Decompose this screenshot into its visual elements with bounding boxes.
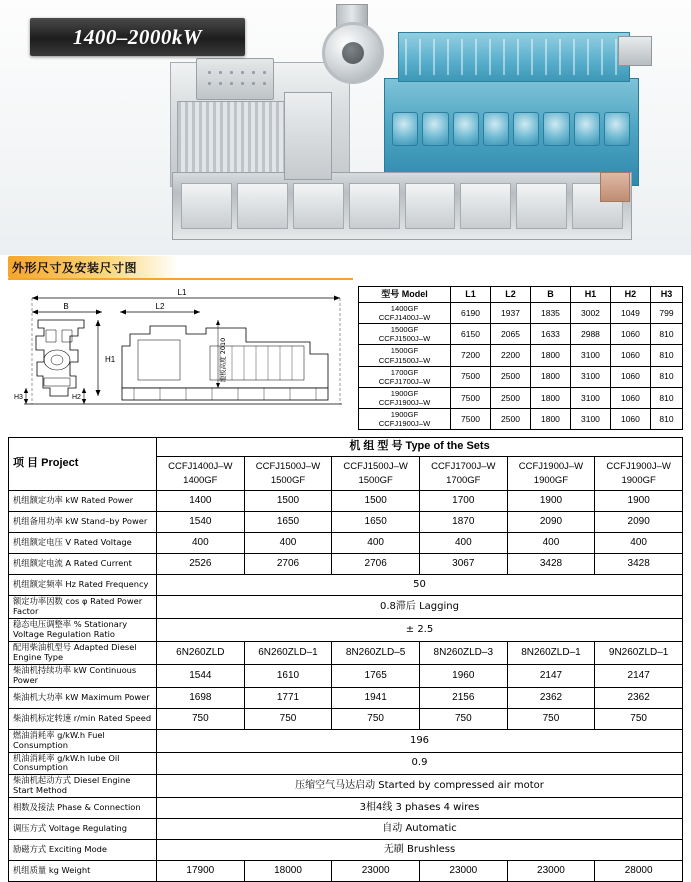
spec-row-value-5: 400 [507,533,595,554]
spec-table-row [9,512,683,533]
dim-cell-l1: 7200 [451,345,491,366]
spec-row-value-4: 1700 [419,491,507,512]
spec-row-value-4: 1870 [419,512,507,533]
spec-table-row [9,708,683,729]
dimension-table-row [359,345,683,366]
spec-row-value-merged: 0.8滞后 Lagging [157,596,683,619]
dim-cell-h2: 1060 [610,409,650,430]
spec-row-value-4: 400 [419,533,507,554]
spec-row-value-5: 8N260ZLD–1 [507,641,595,664]
dim-cell-model: 1500GF CCFJ1500J–W [359,324,451,345]
spec-row-value-merged: ± 2.5 [157,618,683,641]
dim-cell-b: 1800 [530,387,570,408]
spec-table-row [9,491,683,512]
spec-row-value-2: 750 [244,708,332,729]
dim-cell-b: 1835 [530,303,570,324]
spec-row-value-6: 2362 [595,687,683,708]
dim-cell-b: 1800 [530,345,570,366]
spec-model-header-1: CCFJ1400J–W 1400GF [157,457,245,491]
skid-panel [349,183,400,229]
dim-col-l2: L2 [490,287,530,303]
spec-row-value-5: 2362 [507,687,595,708]
dim-cell-h3: 810 [650,387,682,408]
spec-row-value-1: 17900 [157,861,245,882]
spec-row-value-3: 1765 [332,664,420,687]
specification-table-body [9,491,683,882]
dim-cell-h3: 810 [650,345,682,366]
spec-table-row [9,775,683,798]
dim-cell-model: 1900GF CCFJ1900J–W [359,409,451,430]
spec-row-value-3: 8N260ZLD–5 [332,641,420,664]
dim-cell-b: 1800 [530,409,570,430]
dim-cell-h1: 3100 [570,387,610,408]
spec-row-label: 稳态电压调整率 % Stationary Voltage Regulation Ratio [9,618,157,641]
vent-grille-pattern [204,67,268,93]
spec-table-row [9,664,683,687]
base-skid-frame [172,172,632,240]
spec-row-value-4: 23000 [419,861,507,882]
dimension-table-row [359,324,683,345]
svg-text:H3: H3 [14,394,23,401]
spec-row-value-merged: 3相4线 3 phases 4 wires [157,798,683,819]
spec-row-value-5: 1900 [507,491,595,512]
spec-row-value-6: 400 [595,533,683,554]
spec-table-row [9,596,683,619]
dim-cell-h2: 1060 [610,324,650,345]
spec-row-value-6: 2147 [595,664,683,687]
spec-row-label: 励磁方式 Exciting Mode [9,840,157,861]
power-range-badge [30,18,245,56]
dim-cell-h3: 799 [650,303,682,324]
spec-row-value-2: 1650 [244,512,332,533]
spec-row-label: 柴油机持续功率 kW Continuous Power [9,664,157,687]
skid-panel [293,183,344,229]
spec-table-row [9,554,683,575]
generator-terminal-box [196,58,274,100]
spec-row-value-2: 400 [244,533,332,554]
dim-cell-l2: 2500 [490,366,530,387]
dim-cell-l1: 6190 [451,303,491,324]
outline-dimension-drawing [10,284,345,419]
cylinder-head [392,112,418,146]
svg-text:L2: L2 [155,302,165,311]
svg-text:L1: L1 [177,288,187,297]
spec-table-row [9,575,683,596]
dim-cell-h2: 1060 [610,387,650,408]
spec-row-value-5: 750 [507,708,595,729]
dimension-table-body [359,303,683,430]
spec-table-row [9,729,683,752]
spec-row-value-2: 1500 [244,491,332,512]
spec-row-value-2: 2706 [244,554,332,575]
spec-table-row [9,819,683,840]
dim-col-l1: L1 [451,287,491,303]
engine-fin-pattern [405,39,623,75]
dim-cell-model: 1400GF CCFJ1400J–W [359,303,451,324]
dim-cell-l2: 2200 [490,345,530,366]
spec-row-label: 额定功率因数 cos φ Rated Power Factor [9,596,157,619]
spec-row-value-1: 1400 [157,491,245,512]
spec-row-label: 柴油机标定转速 r/min Rated Speed [9,708,157,729]
power-range-label: 1400–2000kW [72,25,203,49]
spec-row-value-2: 18000 [244,861,332,882]
spec-row-label: 机组额定电流 A Rated Current [9,554,157,575]
dimension-table-header-row [359,287,683,303]
dim-cell-l1: 7500 [451,387,491,408]
spec-row-value-5: 3428 [507,554,595,575]
skid-panel [237,183,288,229]
dimension-table-row [359,366,683,387]
cylinder-head [604,112,630,146]
cylinder-head [483,112,509,146]
spec-table-row [9,861,683,882]
dimension-table-row [359,387,683,408]
spec-row-value-6: 9N260ZLD–1 [595,641,683,664]
cylinder-head [422,112,448,146]
spec-row-label: 配用柴油机型号 Adapted Diesel Engine Type [9,641,157,664]
spec-model-header-3: CCFJ1500J–W 1500GF [332,457,420,491]
spec-row-value-6: 3428 [595,554,683,575]
spec-model-header-6: CCFJ1900J–W 1900GF [595,457,683,491]
spec-row-value-3: 750 [332,708,420,729]
skid-panel [405,183,456,229]
spec-row-value-merged: 压缩空气马达启动 Started by compressed air motor [157,775,683,798]
dim-col-h3: H3 [650,287,682,303]
dim-cell-h2: 1060 [610,366,650,387]
section-header-label: 外形尺寸及安装尺寸图 [12,261,138,275]
dim-cell-l2: 1937 [490,303,530,324]
dim-col-model: 型号 Model [359,287,451,303]
spec-table-row [9,618,683,641]
spec-row-value-2: 1610 [244,664,332,687]
spec-model-header-4: CCFJ1700J–W 1700GF [419,457,507,491]
spec-table-row [9,798,683,819]
skid-panel-group [181,183,623,229]
spec-row-value-1: 1544 [157,664,245,687]
turbocharger [322,22,384,84]
product-photo-banner [0,0,691,255]
spec-row-label: 机组额定电压 V Rated Voltage [9,533,157,554]
dim-cell-h3: 810 [650,324,682,345]
spec-row-value-3: 400 [332,533,420,554]
spec-row-value-6: 1900 [595,491,683,512]
spec-row-label: 调压方式 Voltage Regulating [9,819,157,840]
spec-row-value-4: 1960 [419,664,507,687]
specification-table [8,437,683,882]
spec-row-value-1: 6N260ZLD [157,641,245,664]
spec-table-row [9,752,683,775]
spec-row-value-4: 8N260ZLD–3 [419,641,507,664]
dim-cell-l2: 2500 [490,387,530,408]
spec-row-label: 机组备用功率 kW Stand–by Power [9,512,157,533]
spec-row-value-merged: 无刷 Brushless [157,840,683,861]
dim-col-h1: H1 [570,287,610,303]
spec-row-value-5: 2147 [507,664,595,687]
spec-row-value-3: 23000 [332,861,420,882]
dim-cell-l1: 7500 [451,409,491,430]
spec-row-label: 机组额定频率 Hz Rated Frequency [9,575,157,596]
cylinder-head [574,112,600,146]
dim-cell-b: 1800 [530,366,570,387]
spec-row-value-merged: 50 [157,575,683,596]
spec-row-value-5: 23000 [507,861,595,882]
spec-row-value-1: 400 [157,533,245,554]
dim-cell-model: 1900GF CCFJ1900J–W [359,387,451,408]
spec-row-value-3: 2706 [332,554,420,575]
spec-row-value-2: 6N260ZLD–1 [244,641,332,664]
dim-cell-h1: 3002 [570,303,610,324]
spec-row-value-3: 1500 [332,491,420,512]
spec-row-value-merged: 196 [157,729,683,752]
cylinder-head [453,112,479,146]
svg-text:H2: H2 [72,394,81,401]
spec-row-value-3: 1650 [332,512,420,533]
dim-cell-model: 1700GF CCFJ1700J–W [359,366,451,387]
dim-cell-h1: 3100 [570,345,610,366]
svg-text:H1: H1 [105,355,116,364]
cylinder-head-row [392,112,630,146]
radiator-end-fitting [600,172,630,202]
spec-row-value-merged: 自动 Automatic [157,819,683,840]
spec-row-label: 柴油机大功率 kW Maximum Power [9,687,157,708]
skid-panel [181,183,232,229]
svg-text:B: B [63,302,69,311]
skid-panel [516,183,567,229]
spec-row-label: 柴油机起动方式 Diesel Engine Start Method [9,775,157,798]
spec-table-row [9,641,683,664]
spec-row-value-4: 750 [419,708,507,729]
dim-cell-l1: 6150 [451,324,491,345]
spec-row-value-merged: 0.9 [157,752,683,775]
spec-table-row [9,840,683,861]
dim-cell-h3: 810 [650,366,682,387]
svg-text:地板高度 2010: 地板高度 2010 [219,337,227,383]
cylinder-head [513,112,539,146]
dim-cell-l1: 7500 [451,366,491,387]
control-cabinet [284,92,332,180]
engine-control-panel [618,36,652,66]
spec-row-value-5: 2090 [507,512,595,533]
spec-row-value-2: 1771 [244,687,332,708]
dim-cell-model: 1500GF CCFJ1500J–W [359,345,451,366]
dim-cell-h2: 1060 [610,345,650,366]
dim-col-h2: H2 [610,287,650,303]
spec-row-value-6: 2090 [595,512,683,533]
spec-table-row [9,687,683,708]
spec-row-value-1: 1698 [157,687,245,708]
dim-cell-h1: 2988 [570,324,610,345]
spec-row-value-3: 1941 [332,687,420,708]
dim-col-b: B [530,287,570,303]
skid-panel [460,183,511,229]
engine-valve-cover [398,32,630,82]
section-header [0,256,691,280]
dim-cell-h1: 3100 [570,409,610,430]
dim-cell-l2: 2065 [490,324,530,345]
spec-row-label: 燃油消耗率 g/kW.h Fuel Consumption [9,729,157,752]
dim-cell-l2: 2500 [490,409,530,430]
spec-row-label: 相数及接法 Phase & Connection [9,798,157,819]
spec-table-row [9,533,683,554]
spec-row-label: 机油消耗率 g/kW.h lube Oil Consumption [9,752,157,775]
dim-cell-b: 1633 [530,324,570,345]
spec-row-value-6: 750 [595,708,683,729]
spec-group-header-row [9,438,683,457]
cylinder-head [543,112,569,146]
spec-row-value-6: 28000 [595,861,683,882]
spec-row-value-4: 3067 [419,554,507,575]
spec-model-header-5: CCFJ1900J–W 1900GF [507,457,595,491]
dim-cell-h3: 810 [650,409,682,430]
dim-cell-h2: 1049 [610,303,650,324]
dimension-table-row [359,409,683,430]
spec-models-group-header: 机 组 型 号 Type of the Sets [157,438,683,457]
dimension-table [358,286,683,430]
spec-project-header: 项 目 Project [9,438,157,491]
spec-row-value-1: 2526 [157,554,245,575]
spec-row-value-1: 1540 [157,512,245,533]
spec-row-label: 机组质量 kg Weight [9,861,157,882]
section-header-rule [8,278,353,280]
spec-model-header-2: CCFJ1500J–W 1500GF [244,457,332,491]
dimension-table-row [359,303,683,324]
spec-row-label: 机组额定功率 kW Rated Power [9,491,157,512]
spec-row-value-4: 2156 [419,687,507,708]
spec-row-value-1: 750 [157,708,245,729]
dim-cell-h1: 3100 [570,366,610,387]
